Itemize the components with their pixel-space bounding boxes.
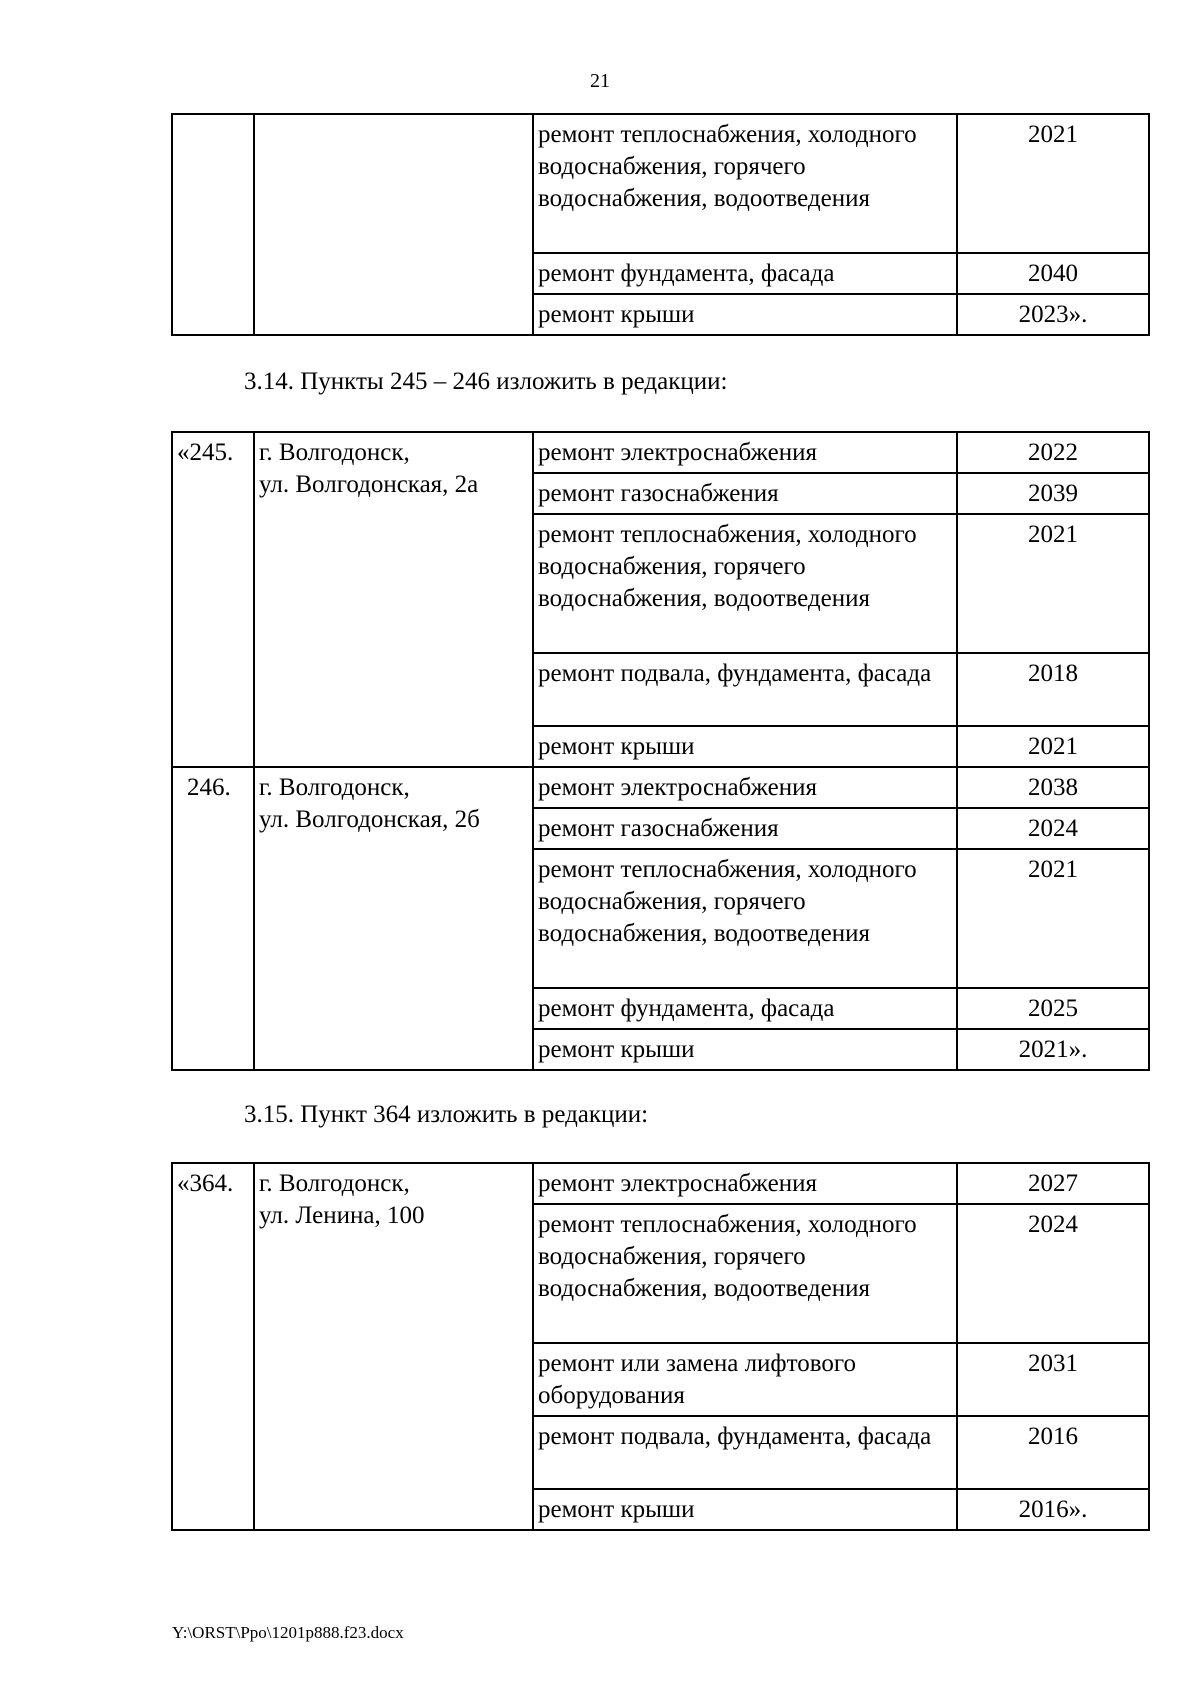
year-cell: 2024 [957, 1204, 1149, 1343]
year-cell: 2018 [957, 653, 1149, 726]
item-number: «364. [172, 1163, 254, 1530]
year-cell: 2024 [957, 808, 1149, 849]
work-cell: ремонт газоснабжения [533, 808, 957, 849]
work-cell: ремонт или замена лифтового оборудования [533, 1343, 957, 1416]
work-cell: ремонт электроснабжения [533, 432, 957, 473]
table-row [172, 432, 1149, 473]
year-cell: 2022 [957, 432, 1149, 473]
section-heading: 3.14. Пункты 245 – 246 изложить в редакции: [244, 368, 728, 395]
work-cell: ремонт подвала, фундамента, фасада [533, 653, 957, 726]
address-city: г. Волгодонск, [259, 1170, 410, 1197]
year-cell: 2021». [957, 1029, 1149, 1070]
year-cell: 2039 [957, 473, 1149, 514]
work-cell: ремонт теплоснабжения, холодного водоснабжения, горячего водоснабжения, водоотведения [533, 1204, 957, 1343]
address-cell [254, 767, 533, 1070]
address-street: ул. Волгодонская, 2а [259, 471, 479, 498]
work-cell: ремонт крыши [533, 1029, 957, 1070]
work-cell: ремонт теплоснабжения, холодного водоснабжения, горячего водоснабжения, водоотведения [533, 514, 957, 653]
item-number: «245. [172, 432, 254, 767]
file-path-footer: Y:\ORST\Ppo\1201p888.f23.docx [172, 1623, 404, 1642]
table-row [172, 767, 1149, 808]
work-cell: ремонт крыши [533, 1489, 957, 1530]
work-cell: ремонт электроснабжения [533, 1163, 957, 1204]
address-cell [254, 432, 533, 767]
year-cell: 2025 [957, 988, 1149, 1029]
year-cell: 2040 [957, 253, 1149, 294]
year-cell: 2023». [957, 294, 1149, 335]
work-cell: ремонт фундамента, фасада [533, 988, 957, 1029]
section-heading: 3.15. Пункт 364 изложить в редакции: [244, 1101, 649, 1128]
address-street: ул. Ленина, 100 [259, 1202, 425, 1229]
year-cell: 2027 [957, 1163, 1149, 1204]
address-city: г. Волгодонск, [259, 774, 410, 801]
work-cell: ремонт крыши [533, 294, 957, 335]
work-cell: ремонт теплоснабжения, холодного водоснабжения, горячего водоснабжения, водоотведения [533, 849, 957, 988]
year-cell: 2038 [957, 767, 1149, 808]
year-cell: 2031 [957, 1343, 1149, 1416]
year-cell: 2021 [957, 114, 1149, 253]
table-row [172, 1163, 1149, 1204]
item-number: 246. [172, 767, 254, 1070]
year-cell: 2021 [957, 726, 1149, 767]
year-cell: 2021 [957, 514, 1149, 653]
year-cell: 2016». [957, 1489, 1149, 1530]
work-cell: ремонт подвала, фундамента, фасада [533, 1416, 957, 1489]
address-cell [254, 114, 533, 335]
table-items-245-246 [171, 431, 1150, 1071]
work-cell: ремонт электроснабжения [533, 767, 957, 808]
year-cell: 2021 [957, 849, 1149, 988]
address-street: ул. Волгодонская, 2б [259, 806, 480, 833]
address-cell [254, 1163, 533, 1530]
year-cell: 2016 [957, 1416, 1149, 1489]
table-row [172, 114, 1149, 253]
page-number: 21 [590, 70, 610, 92]
work-cell: ремонт теплоснабжения, холодного водоснабжения, горячего водоснабжения, водоотведения [533, 114, 957, 253]
work-cell: ремонт газоснабжения [533, 473, 957, 514]
table-item-364 [171, 1162, 1150, 1531]
table-continuation [171, 113, 1150, 336]
work-cell: ремонт фундамента, фасада [533, 253, 957, 294]
num-cell [172, 114, 254, 335]
address-city: г. Волгодонск, [259, 439, 410, 466]
work-cell: ремонт крыши [533, 726, 957, 767]
